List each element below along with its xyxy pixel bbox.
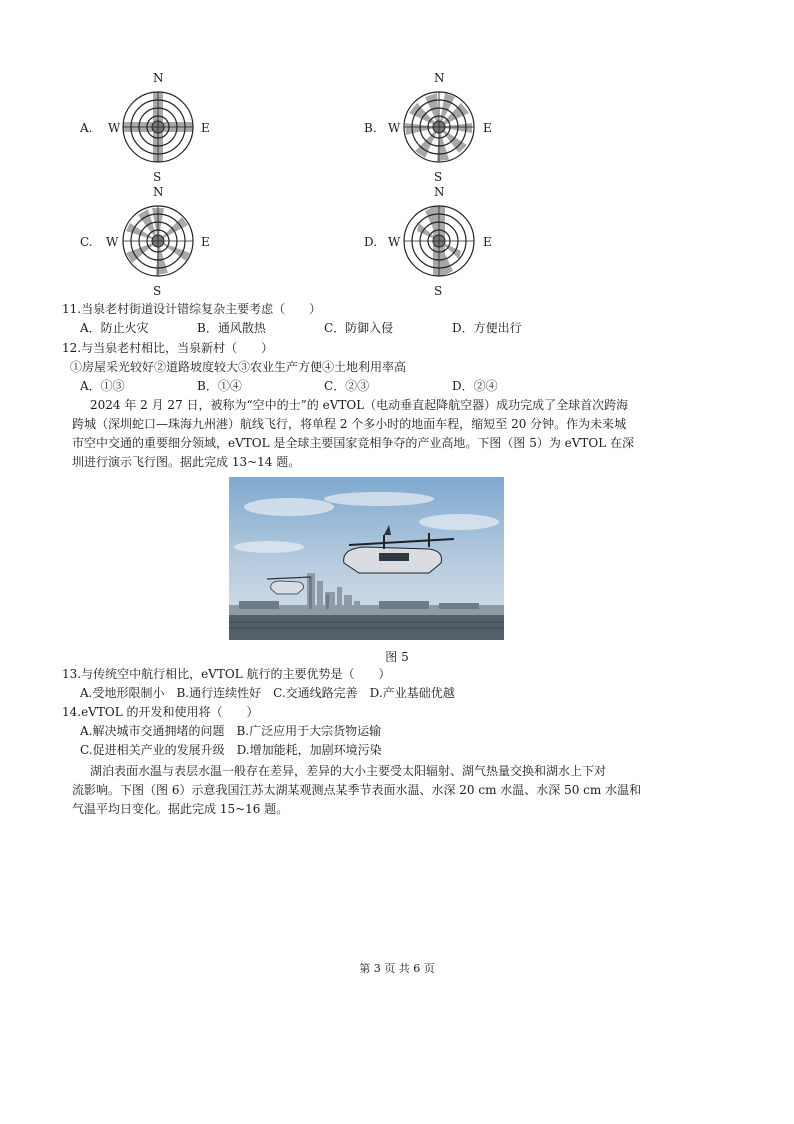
q12-items: ①房屋采光较好②道路坡度较大③农业生产方便④土地利用率高 <box>70 360 407 374</box>
q11-stem: 11.当泉老村街道设计错综复杂主要考虑（ ） <box>62 302 322 316</box>
passage1-line-1: 2024 年 2 月 27 日，被称为“空中的士”的 eVTOL（电动垂直起降航空器）成功完成了全球首次跨海 <box>90 398 629 412</box>
option-label: D. <box>364 235 378 249</box>
option-label: A. <box>80 121 93 135</box>
wind-rose-d-diagram <box>401 203 477 279</box>
q11-option-c: C．防御入侵 <box>324 321 394 335</box>
q12-option-a: A．①③ <box>80 379 125 393</box>
q13-options: A.受地形限制小 B.通行连续性好 C.交通线路完善 D.产业基础优越 <box>80 686 455 700</box>
south-label: S <box>153 170 162 184</box>
figure5-caption: 图 5 <box>385 650 409 664</box>
q14-options-line-2: C.促进相关产业的发展升级 D.增加能耗，加剧环境污染 <box>80 743 382 757</box>
wind-rose-b <box>364 72 504 184</box>
north-label: N <box>153 71 164 85</box>
east-label: E <box>201 121 210 135</box>
q12-option-d: D．②④ <box>452 379 498 393</box>
passage2-line-2: 流影响。下图（图 6）示意我国江苏太湖某观测点某季节表面水温、水深 20 cm 水温、水深 50 cm 水温和 <box>72 783 642 797</box>
west-label: W <box>388 121 401 135</box>
east-label: E <box>483 235 492 249</box>
west-label: W <box>106 235 119 249</box>
wind-rose-c-diagram <box>120 203 196 279</box>
south-label: S <box>434 170 443 184</box>
q12-stem: 12.与当泉老村相比，当泉新村（ ） <box>62 341 274 355</box>
page-footer: 第 3 页 共 6 页 <box>359 962 435 975</box>
q12-option-b: B．①④ <box>197 379 242 393</box>
q11-option-a: A．防止火灾 <box>80 321 149 335</box>
west-label: W <box>108 121 121 135</box>
evtol-flight-photo <box>229 477 504 640</box>
west-label: W <box>388 235 401 249</box>
wind-rose-a <box>80 72 220 184</box>
south-label: S <box>153 284 162 298</box>
north-label: N <box>153 185 164 199</box>
north-label: N <box>434 71 445 85</box>
passage1-line-4: 圳进行演示飞行图。据此完成 13~14 题。 <box>72 455 301 469</box>
wind-rose-d <box>364 186 504 298</box>
passage2-line-3: 气温平均日变化。据此完成 15~16 题。 <box>72 802 289 816</box>
passage1-line-3: 市空中交通的重要细分领域，eVTOL 是全球主要国家竞相争夺的产业高地。下图（图 5）为 eVTOL 在深 <box>72 436 635 450</box>
wind-rose-a-diagram <box>120 89 196 165</box>
q11-option-b: B．通风散热 <box>197 321 266 335</box>
option-label: B. <box>364 121 377 135</box>
figure5-photo <box>229 477 504 640</box>
option-label: C. <box>80 235 93 249</box>
q11-option-d: D．方便出行 <box>452 321 522 335</box>
q11-options <box>80 320 560 336</box>
passage1-line-2: 跨城（深圳蛇口—珠海九州港）航线飞行，将单程 2 个多小时的地面车程，缩短至 20 分钟。作为未来城 <box>72 417 627 431</box>
q12-option-c: C．②③ <box>324 379 370 393</box>
south-label: S <box>434 284 443 298</box>
q13-stem: 13.与传统空中航行相比，eVTOL 航行的主要优势是（ ） <box>62 667 391 681</box>
q14-stem: 14.eVTOL 的开发和使用将（ ） <box>62 705 259 719</box>
passage2-line-1: 湖泊表面水温与表层水温一般存在差异，差异的大小主要受太阳辐射、湖气热量交换和湖水上下对 <box>90 764 607 778</box>
east-label: E <box>483 121 492 135</box>
q14-options-line-1: A.解决城市交通拥堵的问题 B.广泛应用于大宗货物运输 <box>80 724 382 738</box>
q12-options <box>80 378 560 394</box>
north-label: N <box>434 185 445 199</box>
wind-rose-b-diagram <box>401 89 477 165</box>
east-label: E <box>201 235 210 249</box>
wind-rose-c <box>80 186 220 298</box>
